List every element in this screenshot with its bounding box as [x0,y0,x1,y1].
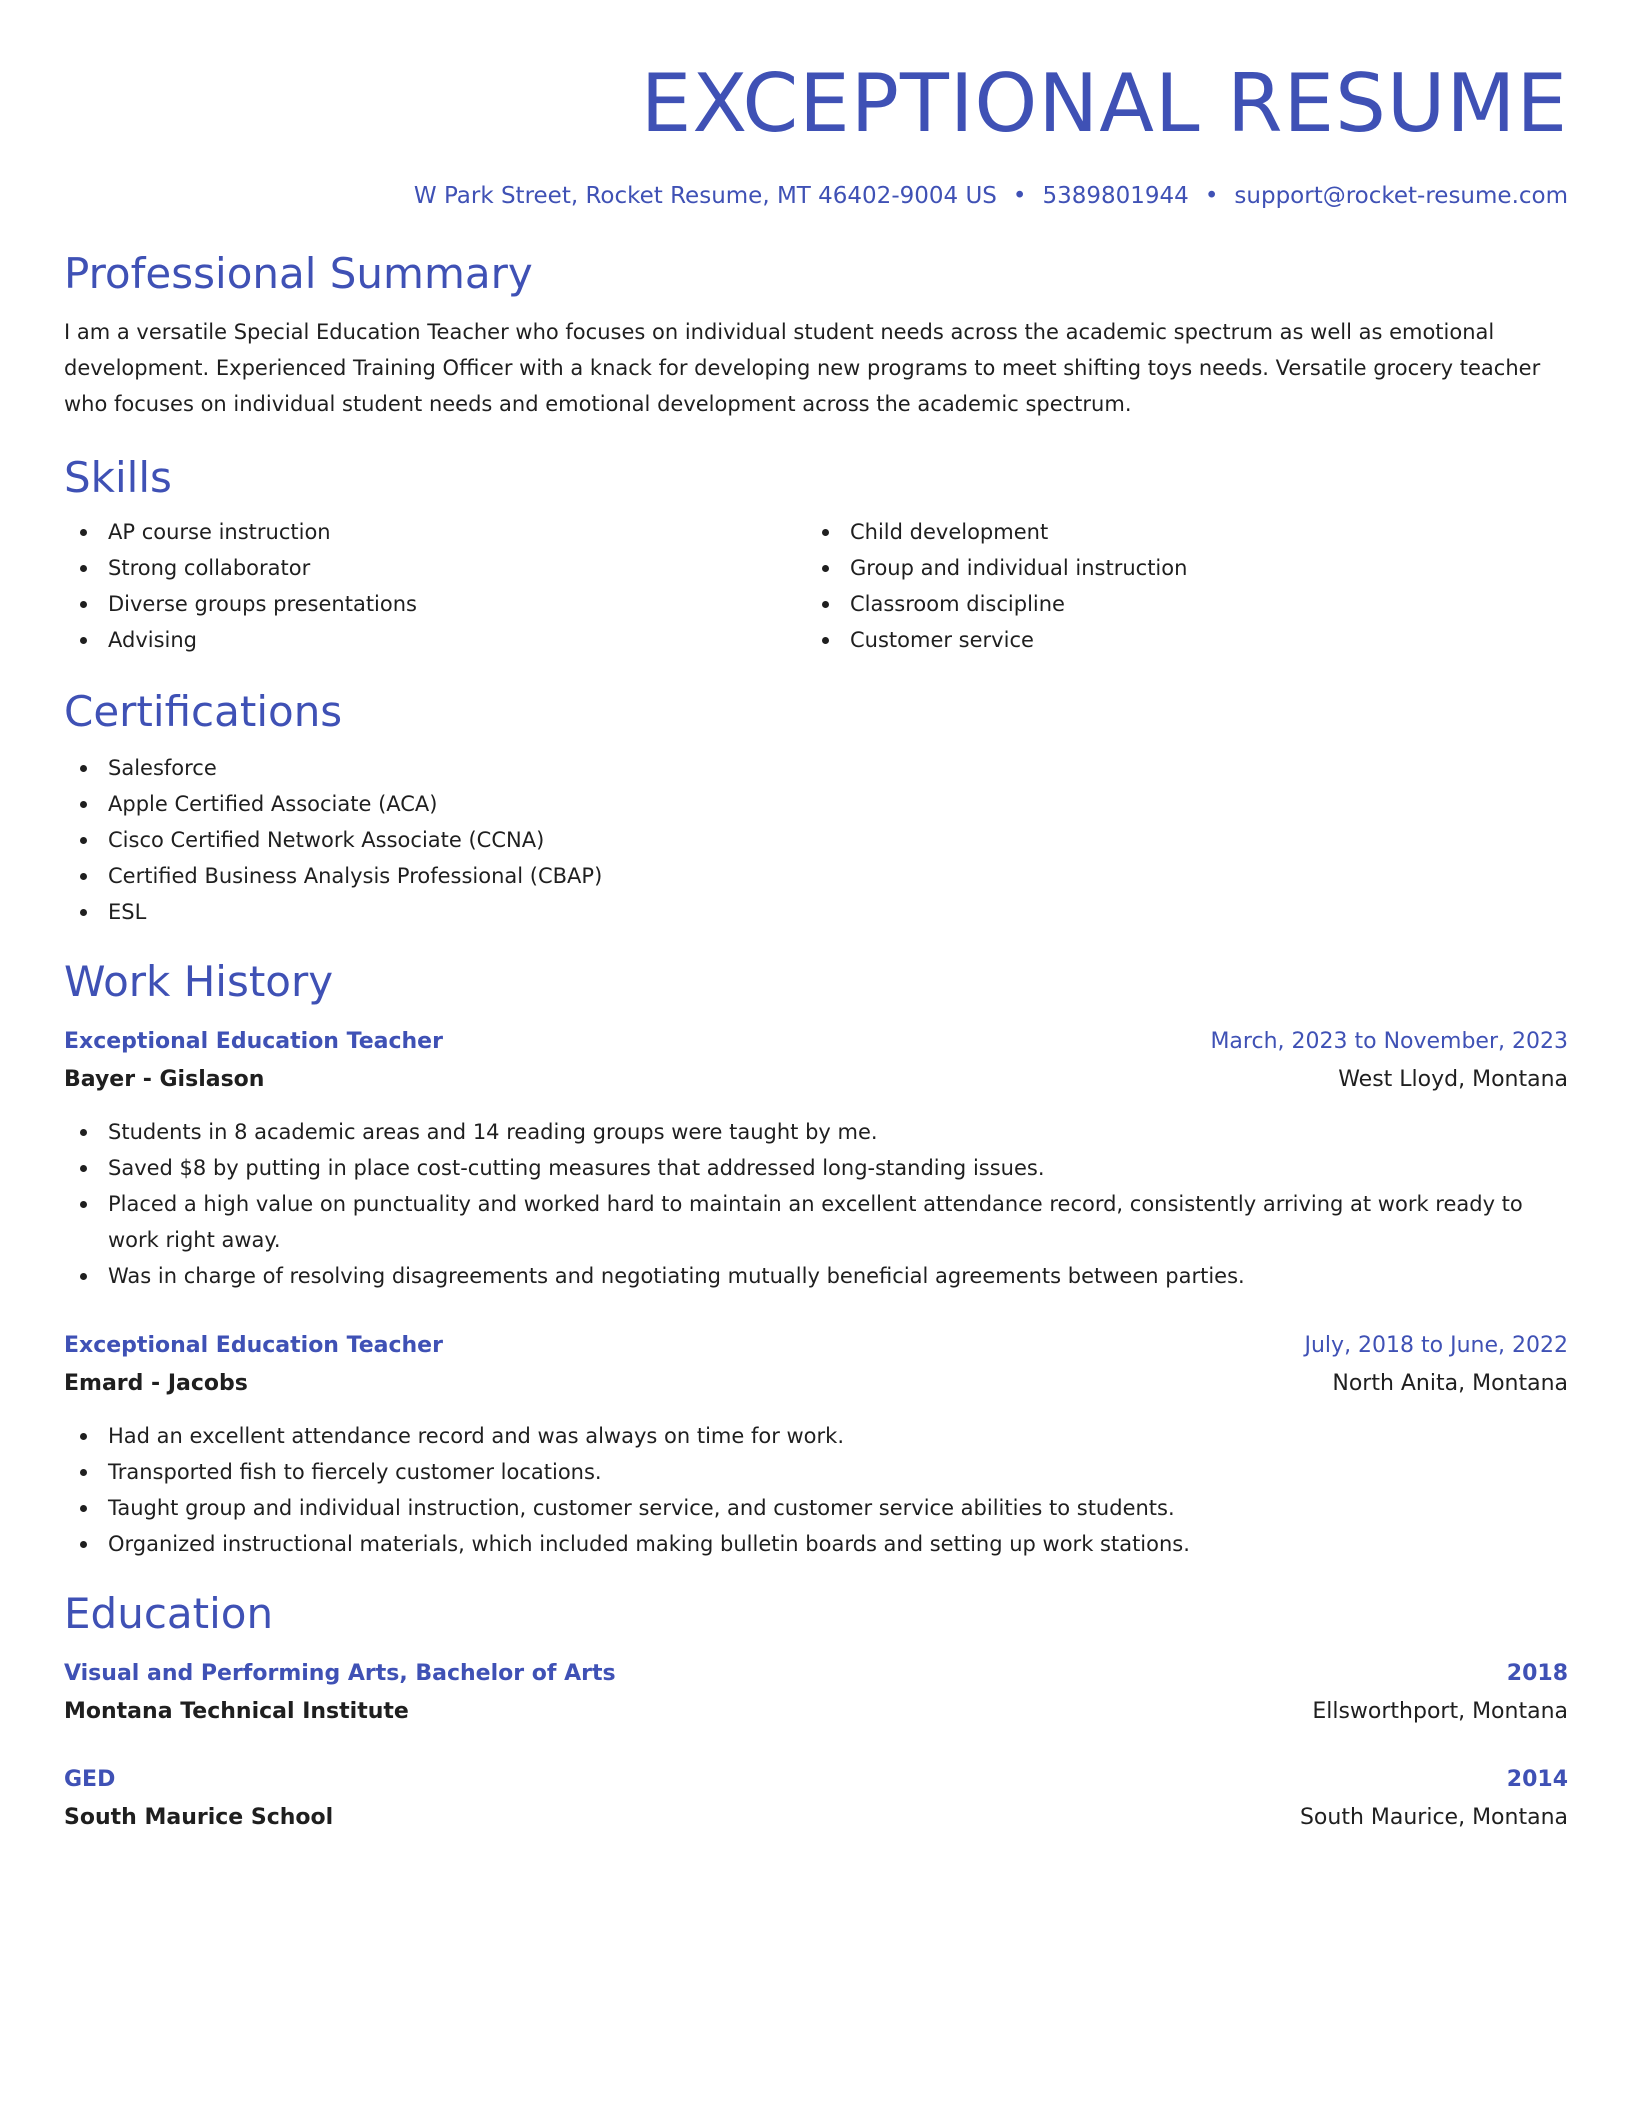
education-header-row [64,1656,1568,1692]
job-duty: Had an excellent attendance record and was always on time for work. [64,1418,1568,1454]
job-title: Exceptional Education Teacher [64,1029,443,1054]
certification-item: ESL [64,894,1568,930]
job-dates: March, 2023 to November, 2023 [1210,1029,1568,1054]
contact-phone: 5389801944 [1042,183,1189,209]
certifications-heading: Certifications [64,687,343,736]
job-duty: Placed a high value on punctuality and worked hard to maintain an excellent attendance record, consistently arriving at work ready to work right away. [64,1186,1568,1258]
contact-address: W Park Street, Rocket Resume, MT 46402-9004 US [413,183,997,209]
skills-heading: Skills [64,453,172,502]
job-duty: Students in 8 academic areas and 14 reading groups were taught by me. [64,1114,1568,1150]
resume-header [64,56,1568,212]
skills-list-right [806,514,1548,658]
education-location: South Maurice, Montana [1299,1805,1568,1830]
job-employer: Emard - Jacobs [64,1371,248,1396]
work-history-heading: Work History [64,957,334,1006]
skills-list-left [64,514,806,658]
skill-item: Child development [806,514,1548,550]
job-duties-list [64,1114,1568,1294]
certification-item: Cisco Certified Network Associate (CCNA) [64,822,1568,858]
skills-grid [64,514,1568,658]
job-header-row [64,1024,1568,1060]
candidate-name: EXCEPTIONAL RESUME [640,57,1568,150]
skill-item: Diverse groups presentations [64,586,806,622]
certification-item: Certified Business Analysis Professional (CBAP) [64,858,1568,894]
education-section [64,1588,1568,1838]
education-entry [64,1762,1568,1838]
education-entry [64,1656,1568,1732]
skill-item: Advising [64,622,806,658]
job-employer: Bayer - Gislason [64,1067,265,1092]
education-school: Montana Technical Institute [64,1699,409,1724]
job-employer-row [64,1364,1568,1404]
education-school: South Maurice School [64,1805,334,1830]
summary-text: I am a versatile Special Education Teacher who focuses on individual student needs across the academic spectrum as well as emotional development. Experienced Training Officer with a knack for developing new programs to meet shifting toys needs. Versatile grocery teacher who focuses on individual student needs and emotional development across the academic spectrum. [64,320,1541,416]
skills-section [64,452,1568,658]
job-location: North Anita, Montana [1332,1371,1568,1396]
skill-item: Classroom discipline [806,586,1548,622]
job-employer-row [64,1060,1568,1100]
education-school-row [64,1692,1568,1732]
job-duty: Transported fish to fiercely customer locations. [64,1454,1568,1490]
resume-page [64,56,1568,1838]
job-header-row [64,1328,1568,1364]
certification-item: Apple Certified Associate (ACA) [64,786,1568,822]
contact-separator: • [1204,183,1219,209]
education-heading: Education [64,1589,274,1638]
job-dates: July, 2018 to June, 2022 [1304,1333,1568,1358]
education-school-row [64,1798,1568,1838]
work-history-section [64,956,1568,1562]
education-location: Ellsworthport, Montana [1312,1699,1568,1724]
contact-email: support@rocket-resume.com [1234,183,1568,209]
job-entry [64,1024,1568,1294]
education-degree: Visual and Performing Arts, Bachelor of Arts [64,1661,616,1686]
education-degree: GED [64,1767,116,1792]
certifications-section [64,686,1568,930]
job-entry [64,1328,1568,1562]
summary-heading: Professional Summary [64,249,533,298]
skill-item: Strong collaborator [64,550,806,586]
skill-item: Customer service [806,622,1548,658]
job-title: Exceptional Education Teacher [64,1333,443,1358]
skill-item: AP course instruction [64,514,806,550]
skill-item: Group and individual instruction [806,550,1548,586]
job-duty: Organized instructional materials, which included making bulletin boards and setting up work stations. [64,1526,1568,1562]
education-header-row [64,1762,1568,1798]
education-year: 2018 [1506,1661,1568,1686]
job-location: West Lloyd, Montana [1338,1067,1568,1092]
summary-section [64,248,1568,422]
certification-item: Salesforce [64,750,1568,786]
certifications-list [64,750,1568,930]
job-duty: Saved $8 by putting in place cost-cutting measures that addressed long-standing issues. [64,1150,1568,1186]
education-year: 2014 [1506,1767,1568,1792]
contact-line [64,180,1568,212]
job-duties-list [64,1418,1568,1562]
job-duty: Taught group and individual instruction, customer service, and customer service abilities to students. [64,1490,1568,1526]
contact-separator: • [1012,183,1027,209]
job-duty: Was in charge of resolving disagreements and negotiating mutually beneficial agreements between parties. [64,1258,1568,1294]
